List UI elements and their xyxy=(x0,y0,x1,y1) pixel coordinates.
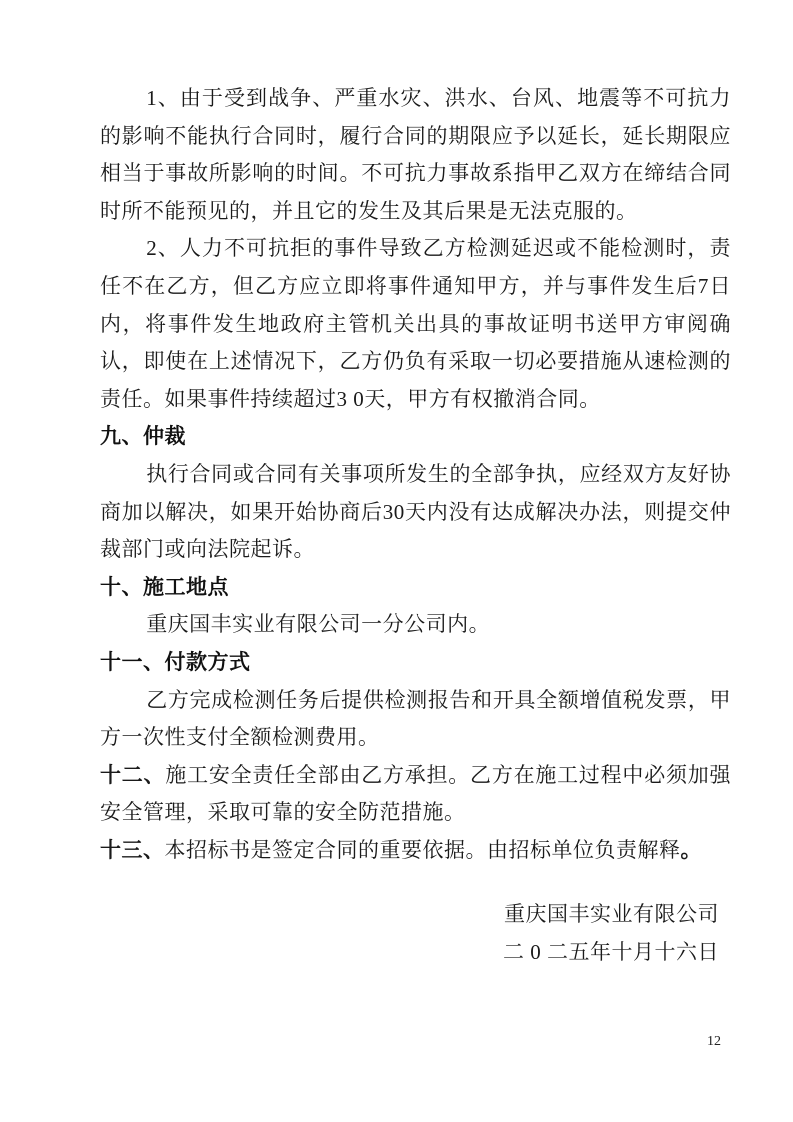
paragraph-force-majeure-1: 1、由于受到战争、严重水灾、洪水、台风、地震等不可抗力的影响不能执行合同时，履行合同的期限应予以延长，延长期限应相当于事故所影响的时间。不可抗力事故系指甲乙双方在缔结合同时所不能预见的，并且它的发生及其后果是无法克服的。 xyxy=(100,86,731,223)
paragraph-payment-method: 乙方完成检测任务后提供检测报告和开具全额增值税发票，甲方一次性支付全额检测费用。 xyxy=(100,687,731,750)
section13-text: 本招标书是签定合同的重要依据。由招标单位负责解释 xyxy=(164,837,681,862)
paragraph-safety-responsibility xyxy=(100,757,731,832)
signature-date: 二 0 二五年十月十六日 xyxy=(503,940,719,965)
heading-payment-method: 十一、付款方式 xyxy=(100,650,251,674)
paragraph-arbitration: 执行合同或合同有关事项所发生的全部争执，应经双方友好协商加以解决，如果开始协商后30天内没有达成解决办法，则提交仲裁部门或向法院起诉。 xyxy=(100,461,731,562)
section12-text: 施工安全责任全部由乙方承担。乙方在施工过程中必须加强安全管理，采取可靠的安全防范措施。 xyxy=(100,762,732,825)
section12-number-label: 十二、 xyxy=(100,763,166,787)
heading-arbitration: 九、仲裁 xyxy=(100,425,186,449)
paragraph-interpretation xyxy=(100,832,731,870)
page-number: 12 xyxy=(707,1034,721,1049)
paragraph-construction-site: 重庆国丰实业有限公司一分公司内。 xyxy=(146,612,491,637)
signature-block xyxy=(100,896,731,971)
signature-company: 重庆国丰实业有限公司 xyxy=(504,902,719,927)
section13-number-label: 十三、 xyxy=(100,838,165,862)
heading-construction-site: 十、施工地点 xyxy=(100,575,229,599)
section13-period: 。 xyxy=(680,838,702,862)
document-body xyxy=(100,80,731,972)
paragraph-force-majeure-2: 2、人力不可抗拒的事件导致乙方检测延迟或不能检测时，责任不在乙方，但乙方应立即将事件通知甲方，并与事件发生后7日内，将事件发生地政府主管机关出具的事故证明书送甲方审阅确认，即使在上述情况下，乙方仍负有采取一切必要措施从速检测的责任。如果事件持续超过3 0天，甲方有权撤消合同。 xyxy=(100,236,731,411)
